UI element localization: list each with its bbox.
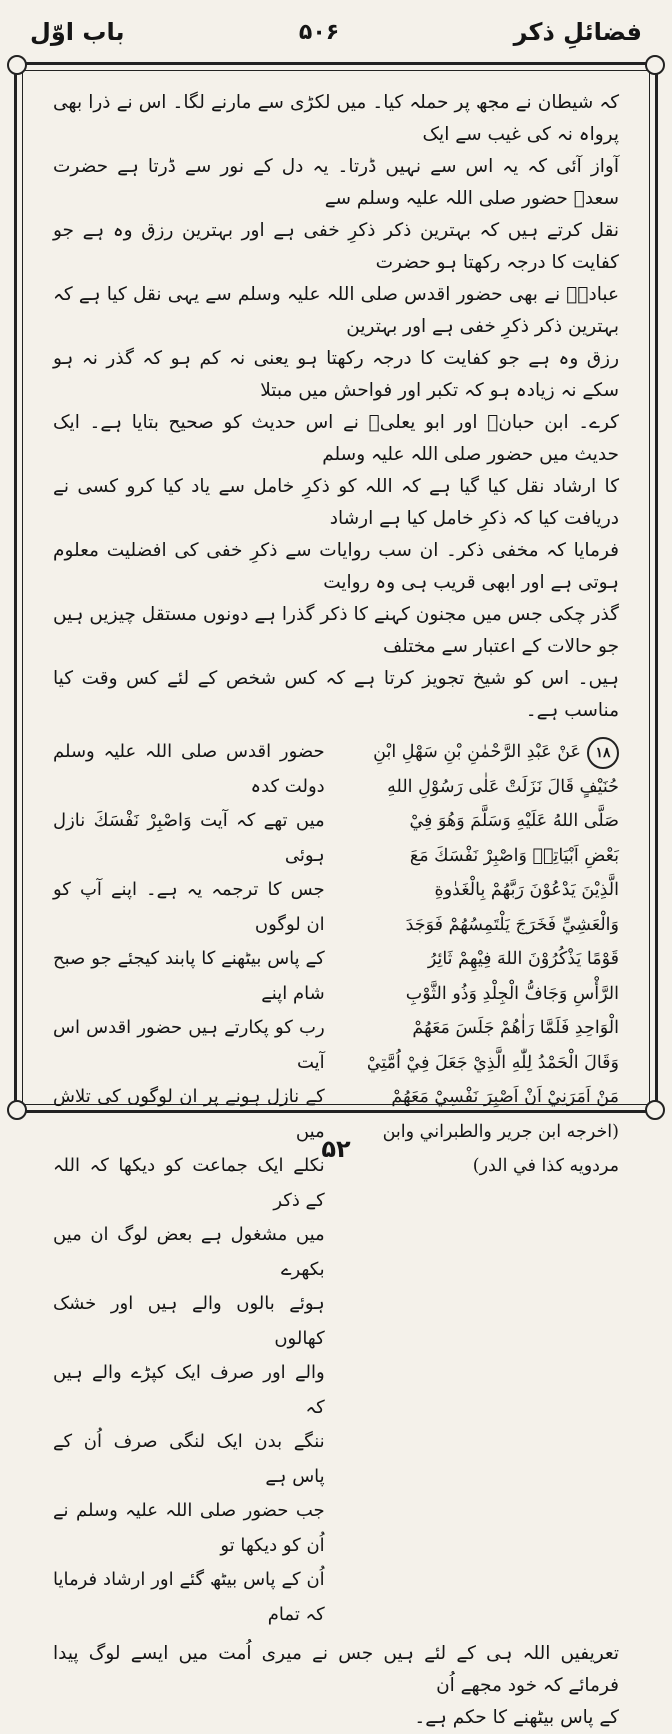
corner-ornament-icon bbox=[645, 55, 665, 75]
text-line: میں تھے کہ آیت وَاصْبِرْ نَفْسَكَ نازل ہوئی bbox=[53, 810, 325, 866]
text-line: جب حضور صلی اللہ علیہ وسلم نے اُن کو دیکھا تو bbox=[53, 1500, 325, 1556]
text-line: عبادہؓ نے بھی حضور اقدس صلی اللہ علیہ وسلم سے یہی نقل کیا ہے کہ بہترین ذکر ذکرِ خفی ہے اور بہترین bbox=[53, 284, 619, 337]
text-line: گذر چکی جس میں مجنون کہنے کا ذکر گذرا ہے دونوں مستقل چیزیں ہیں جو حالات کے اعتبار سے مختلف bbox=[53, 604, 619, 657]
text-line: رب کو پکارتے ہیں حضور اقدس اس آیت bbox=[53, 1017, 325, 1073]
top-paragraph bbox=[53, 87, 619, 727]
text-line: تعریفیں اللہ ہی کے لئے ہیں جس نے میری اُمت میں ایسے لوگ پیدا فرمائے کہ خود مجھے اُن bbox=[53, 1643, 619, 1696]
text-line: نکلے ایک جماعت کو دیکھا کہ اللہ کے ذکر bbox=[53, 1155, 325, 1211]
text-line: (اخرجه ابن جرير والطبراني وابن bbox=[382, 1121, 619, 1142]
text-line: کہ شیطان نے مجھ پر حملہ کیا۔ میں لکڑی سے مارنے لگا۔ اس نے ذرا بھی پرواہ نہ کی غیب سے ایک bbox=[53, 92, 619, 145]
text-line: کرے۔ ابن حبانؒ اور ابو یعلیؒ نے اس حدیث کو صحیح بتایا ہے۔ ایک حدیث میں حضور صلی اللہ علیہ وسلم bbox=[53, 412, 619, 465]
text-line: ۱۸عَنْ عَبْدِ الرَّحْمٰنِ بْنِ سَهْلِ ابْنِ bbox=[342, 735, 619, 770]
text-line: مَنْ اَمَرَنِيْ اَنْ اَصْبِرَ نَفْسِيْ مَعَهُمْ bbox=[391, 1087, 619, 1107]
text-line: ہوئے بالوں والے ہیں اور خشک کھالوں bbox=[53, 1293, 325, 1349]
text-line: نقل کرتے ہیں کہ بہترین ذکر ذکرِ خفی ہے اور بہترین رزق وہ ہے جو کفایت کا درجہ رکھتا ہو حضرت bbox=[53, 220, 619, 273]
text-line: ننگے بدن ایک لنگی صرف اُن کے پاس ہے bbox=[53, 1431, 325, 1487]
text-line: کے پاس بیٹھنے کا حکم ہے۔ bbox=[414, 1707, 619, 1728]
text-line: کا ارشاد نقل کیا گیا ہے کہ اللہ کو ذکرِ خامل سے یاد کیا کرو کسی نے دریافت کیا کہ ذکرِ خامل کیا ہے ارشاد bbox=[53, 476, 619, 529]
page-header bbox=[30, 8, 642, 56]
corner-ornament-icon bbox=[7, 1100, 27, 1120]
text-line: قَوْمًا يَذْكُرُوْنَ اللهَ فِيْهِمْ ثَائِرُ bbox=[427, 949, 619, 969]
text-line: بَعْضِ اَبْيَاتِهٖ وَاصْبِرْ نَفْسَكَ مَعَ bbox=[409, 845, 619, 866]
text-line: آواز آئی کہ یہ اس سے نہیں ڈرتا۔ یہ دل کے نور سے ڈرتا ہے حضرت سعدؓ حضور صلی اللہ علیہ وسلم سے bbox=[53, 156, 619, 209]
text-line: کے نازل ہونے پر ان لوگوں کی تلاش میں bbox=[53, 1086, 325, 1142]
hadith-number: ۱۸ bbox=[587, 737, 619, 769]
text-line: حضور اقدس صلی اللہ علیہ وسلم دولت کدہ bbox=[53, 741, 325, 797]
hadith-arabic bbox=[342, 735, 619, 1632]
text-line: حُنَيْفٍ قَالَ نَزَلَتْ عَلٰى رَسُوْلِ اللهِ bbox=[387, 776, 619, 797]
text-line: ہیں۔ اس کو شیخ تجویز کرتا ہے کہ کس شخص کے لئے کس وقت کیا مناسب ہے۔ bbox=[53, 668, 619, 721]
text-line: الْوَاحِدِ فَلَمَّا رَاٰهُمْ جَلَسَ مَعَهُمْ bbox=[412, 1018, 619, 1038]
page-number: ۵۰۶ bbox=[298, 19, 340, 45]
text-line: والے اور صرف ایک کپڑے والے ہیں کہ bbox=[53, 1362, 325, 1418]
bottom-paragraph bbox=[53, 1638, 619, 1734]
text-line: صَلَّى اللهُ عَلَيْهِ وَسَلَّمَ وَهُوَ فِيْ bbox=[409, 811, 619, 831]
text-line: الرَّأْسِ وَجَافُّ الْجِلْدِ وَذُو الثَّوْبِ bbox=[405, 983, 619, 1004]
corner-ornament-icon bbox=[645, 1100, 665, 1120]
text-line: جس کا ترجمہ یہ ہے۔ اپنے آپ کو ان لوگوں bbox=[53, 879, 325, 935]
text-line: فرمایا کہ مخفی ذکر۔ ان سب روایات سے ذکرِ خفی کی افضلیت معلوم ہوتی ہے اور ابھی قریب ہی وہ روایت bbox=[53, 540, 619, 593]
text-line: وَالْعَشِيِّ فَخَرَجَ يَلْتَمِسُهُمْ فَوَجَدَ bbox=[405, 914, 619, 935]
hadith-section bbox=[53, 735, 619, 1632]
text-line: اُن کے پاس بیٹھ گئے اور ارشاد فرمایا کہ تمام bbox=[53, 1569, 325, 1625]
footer-page-marker: ۵۲ bbox=[321, 1135, 351, 1163]
text-line: رزق وہ ہے جو کفایت کا درجہ رکھتا ہو یعنی نہ کم ہو کہ گذر نہ ہو سکے نہ زیادہ ہو کہ تکبر اور فواحش میں مبتلا bbox=[53, 348, 619, 401]
hadith-translation bbox=[53, 735, 325, 1632]
text-line: کے پاس بیٹھنے کا پابند کیجئے جو صبح شام اپنے bbox=[53, 948, 325, 1004]
text-line: میں مشغول ہے بعض لوگ ان میں بکھرے bbox=[53, 1224, 325, 1280]
text-line: مردويه كذا في الدر) bbox=[472, 1156, 619, 1176]
text-line: وَقَالَ الْحَمْدُ لِلّٰهِ الَّذِيْ جَعَلَ فِيْ اُمَّتِيْ bbox=[366, 1052, 619, 1073]
corner-ornament-icon bbox=[7, 55, 27, 75]
book-title: فضائلِ ذکر bbox=[513, 18, 642, 46]
chapter-title: باب اوّل bbox=[30, 18, 125, 46]
text-line: الَّذِيْنَ يَدْعُوْنَ رَبَّهُمْ بِالْغَدٰوةِ bbox=[434, 880, 619, 900]
